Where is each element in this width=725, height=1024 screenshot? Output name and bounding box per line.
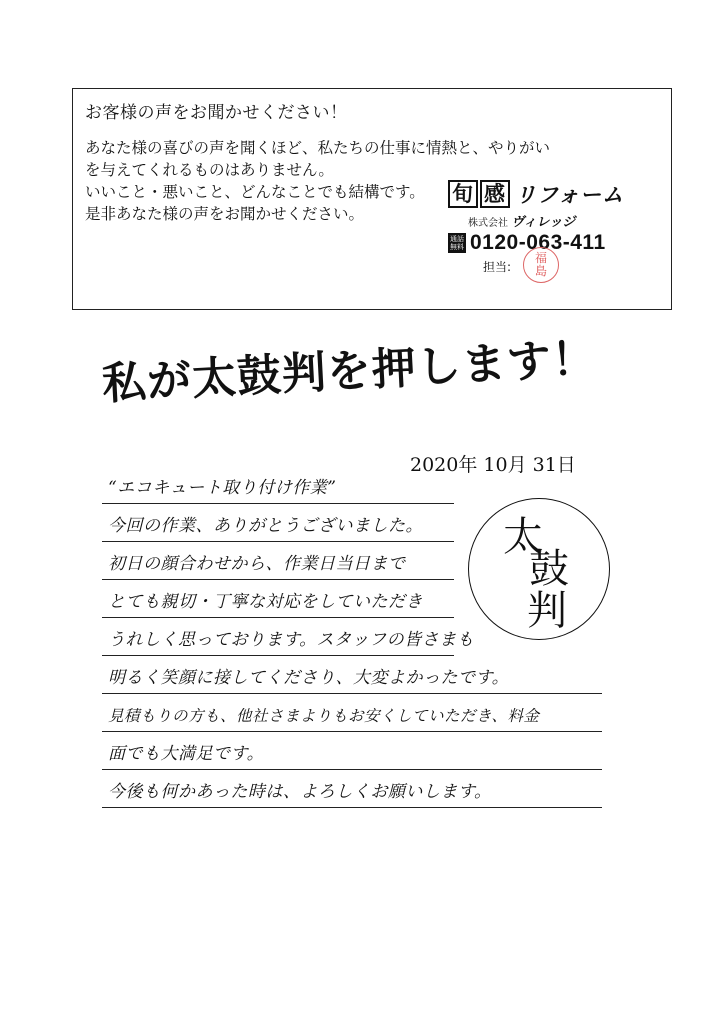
page-heading: 私が太鼓判を押します！ xyxy=(100,333,598,410)
comment-line xyxy=(102,542,454,580)
comment-line xyxy=(102,618,475,656)
free-call-badge: 通話無料 xyxy=(450,235,464,251)
comment-text: うれしく思っております。スタッフの皆さまも xyxy=(108,630,475,650)
seal-char: 福 xyxy=(534,251,547,265)
taikoban-stamp xyxy=(468,498,610,640)
logo-kanji-2: 感 xyxy=(480,180,510,208)
comment-line xyxy=(102,732,602,770)
message-line: いいこと・悪いこと、どんなことでも結構です。 xyxy=(85,183,425,201)
stamp-char: 鼓 xyxy=(529,546,569,592)
comment-text: 今後も何かあった時は、よろしくお願いします。 xyxy=(108,782,492,802)
comment-text: 明るく笑顔に接してくださり、大変よかったです。 xyxy=(108,668,510,688)
comment-text: 初日の顔合わせから、作業日当日まで xyxy=(108,554,406,574)
stamp-char: 太 xyxy=(503,514,543,560)
company-name xyxy=(468,211,575,230)
company-prefix: 株式会社 xyxy=(468,218,508,229)
logo-kanji-1: 旬 xyxy=(448,180,478,208)
phone-number: 0120-063-411 xyxy=(470,231,606,254)
staff-seal xyxy=(523,247,559,283)
comment-text: 見積もりの方も、他社さまよりもお安くしていただき、料金 xyxy=(108,707,540,725)
staff-label: 担当: xyxy=(483,260,512,274)
stamp-char: 判 xyxy=(527,588,567,634)
comment-line xyxy=(102,504,454,542)
logo-text: リフォーム xyxy=(515,183,624,207)
comment-line xyxy=(102,656,602,694)
customer-voice-box xyxy=(72,88,672,310)
comment-line xyxy=(102,466,454,504)
comment-line xyxy=(102,770,602,808)
message-line: を与えてくれるものはありません。 xyxy=(85,161,334,179)
comment-text: とても親切・丁寧な対応をしていただき xyxy=(108,592,423,612)
comment-text: “エコキュート取り付け作業” xyxy=(108,478,337,498)
company-brand: ヴィレッジ xyxy=(511,215,576,230)
brand-block xyxy=(448,179,658,274)
comment-text: 今回の作業、ありがとうございました。 xyxy=(108,516,423,536)
comment-line xyxy=(102,694,602,732)
message-line: 是非あなた様の声をお聞かせください。 xyxy=(85,205,365,223)
comment-text: 面でも大満足です。 xyxy=(108,744,265,764)
comment-line xyxy=(102,580,454,618)
message-line: あなた様の喜びの声を聞くほど、私たちの仕事に情熱と、やりがい xyxy=(85,139,551,157)
brand-logo xyxy=(448,179,658,209)
box-title: お客様の声をお聞かせください！ xyxy=(85,103,348,123)
seal-char: 島 xyxy=(534,264,547,278)
date-text: 2020年 10月 31日 xyxy=(410,454,576,476)
